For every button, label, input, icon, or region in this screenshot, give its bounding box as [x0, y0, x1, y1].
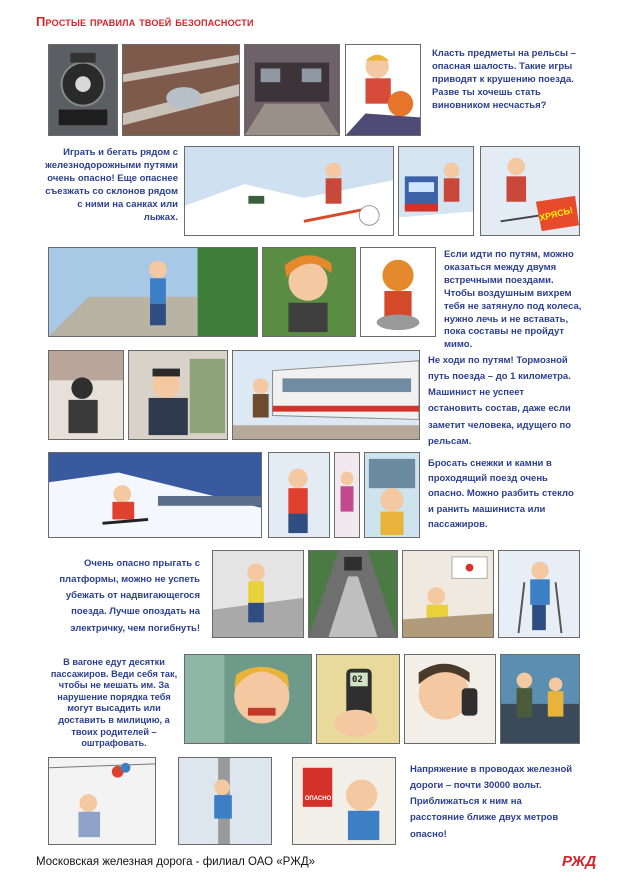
- caption-behaviour-in-carriage: В вагоне едут десятки пассажиров. Веди себя так, чтобы не мешать им. За нарушение порядка тебя могут высадить или доставить в милицию, а твоих родителей – оштрафовать.: [50, 657, 178, 749]
- danger-sign-text: ОПАСНО: [304, 796, 332, 802]
- comic-panel-boy-throwing-snowball: [268, 452, 330, 538]
- comic-panel-boy-fallen: [402, 550, 494, 638]
- caption-between-trains: Если идти по путям, можно оказаться между двумя встречными поездами. Чтобы воздушным вихрем тебя не затянуло под колеса, нужно лечь и не вставать, пока составы не пройдут мимо.: [444, 249, 582, 351]
- comic-panel-passenger-at-window: [364, 452, 420, 538]
- comic-panel-boy-on-rail: [360, 247, 436, 337]
- comic-panel-skiing-boy: [184, 146, 394, 236]
- comic-panel-locomotive: [48, 44, 118, 136]
- comic-panel-train-driver: [128, 350, 228, 440]
- comic-panel-approaching-train: [308, 550, 398, 638]
- comic-panel-phone-call: [316, 654, 400, 744]
- caption-objects-on-rails: Класть предметы на рельсы – опасная шалость. Такие игры приводят к крушению поезда. Разве ты хочешь стать виновником несчастья?: [432, 48, 576, 111]
- caption-overhead-wires: Напряжение в проводах железной дороги – почти 30000 вольт. Приближаться к ним на расстояние ближе двух метров опасно!: [410, 764, 573, 840]
- caption-dont-walk-on-tracks: Не ходи по путям! Тормозной путь поезда – до 1 километра. Машинист не успеет остановить состав, даже если заметит человека, идущего по рельсам.: [428, 355, 572, 447]
- sound-effect-text: ХРЯСЬ!: [538, 205, 574, 223]
- comic-panel-ski-crash: [480, 146, 580, 236]
- comic-panel-train-in-snow: [398, 146, 474, 236]
- comic-panel-boy-climbing-pole: [178, 757, 272, 845]
- comic-panel-boy-jumping: [212, 550, 304, 638]
- comic-panel-kids-with-balloon: [48, 757, 156, 845]
- comic-panel-train-and-boy: [232, 350, 420, 440]
- footer-organization: Московская железная дорога - филиал ОАО «РЖД»: [36, 856, 316, 868]
- comic-panel-kids-playing: [345, 44, 421, 136]
- caption-snowballs: Бросать снежки и камни в проходящий поезд очень опасно. Можно разбить стекло и ранить машиниста или пассажиров.: [428, 458, 574, 530]
- comic-panel-boy-between-trains: [48, 247, 258, 337]
- comic-panel-train-approaching: [244, 44, 340, 136]
- phone-display-text: 02: [352, 675, 363, 685]
- comic-panel-rude-boy: [184, 654, 312, 744]
- comic-panel-rock-on-rails: [122, 44, 240, 136]
- comic-panel-adult-on-phone: [404, 654, 496, 744]
- comic-panel-danger-sign: [292, 757, 396, 845]
- comic-panel-girl-with-snowball: [334, 452, 360, 538]
- comic-panel-boy-on-tracks: [48, 350, 124, 440]
- caption-jumping-from-platform: Очень опасно прыгать с платформы, можно не успеть убежать от надвигающегося поезда. Лучше опоздать на электричку, чем погибнуть!: [59, 558, 200, 634]
- comic-panel-police-and-boy: [500, 654, 580, 744]
- page-title: Простые правила твоей безопасности: [36, 14, 254, 29]
- rzd-logo: [560, 848, 600, 872]
- comic-panel-boy-on-crutches: [498, 550, 580, 638]
- comic-panel-boy-lying-down: [262, 247, 356, 337]
- rzd-logo-text: РЖД: [562, 853, 597, 870]
- caption-playing-near-tracks: Играть и бегать рядом с железнодорожными путями очень опасно! Еще опаснее съезжать со склонов рядом с ними на санках или лыжах.: [45, 147, 178, 223]
- comic-panel-sled-hill: [48, 452, 262, 538]
